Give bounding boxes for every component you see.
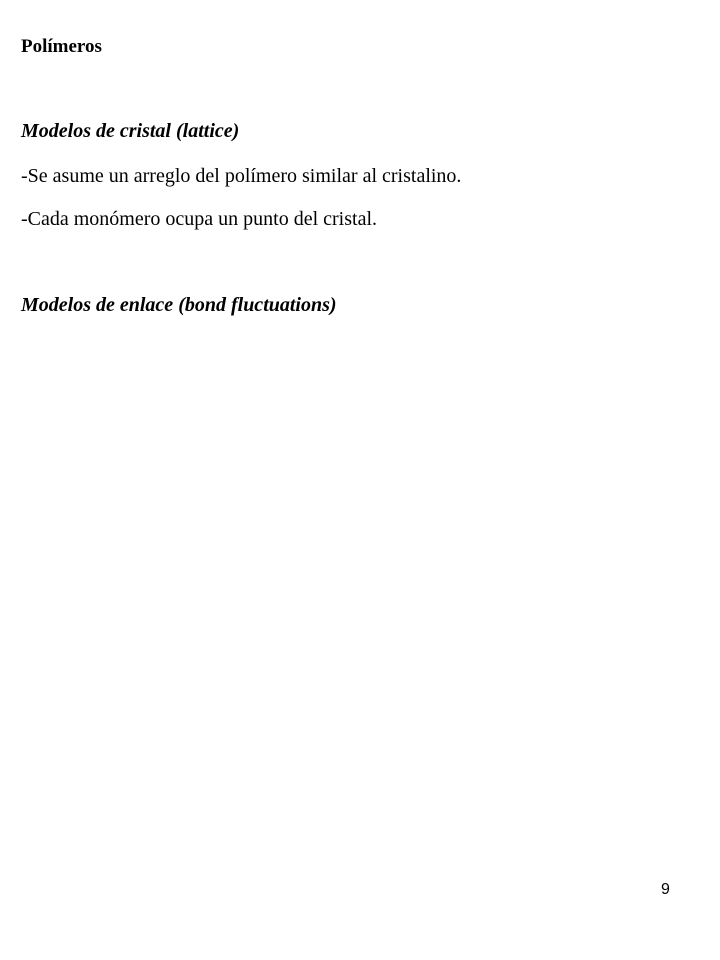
section-heading-bond: Modelos de enlace (bond fluctuations) bbox=[21, 294, 337, 316]
page-title: Polímeros bbox=[21, 36, 102, 57]
section-heading-lattice: Modelos de cristal (lattice) bbox=[21, 120, 240, 142]
lattice-point-1: -Se asume un arreglo del polímero similar al cristalino. bbox=[21, 165, 462, 187]
page-number: 9 bbox=[661, 881, 670, 898]
lattice-point-2: -Cada monómero ocupa un punto del cristal. bbox=[21, 208, 378, 230]
